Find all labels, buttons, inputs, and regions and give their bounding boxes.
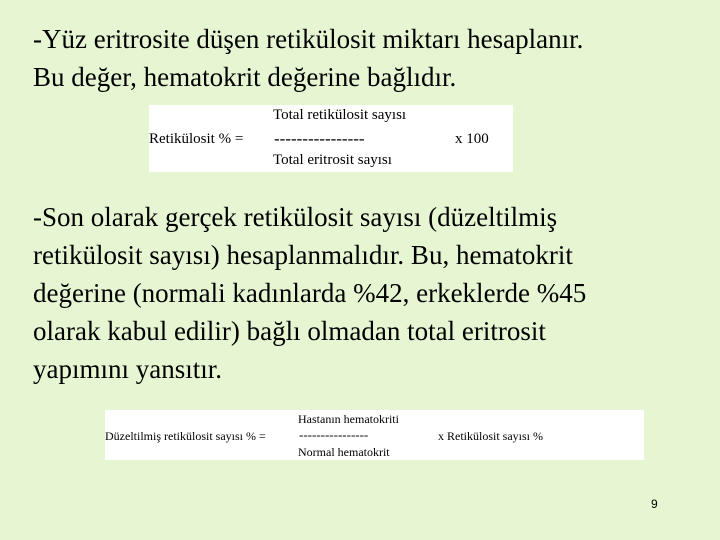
paragraph-corrected-retic — [33, 198, 586, 388]
formula-denominator: Total eritrosit sayısı — [273, 152, 392, 168]
text-line: olarak kabul edilir) bağlı olmadan total eritrosit — [33, 316, 546, 346]
formula-label: Retikülosit % = — [149, 131, 244, 147]
formula-label: Düzeltilmiş retikülosit sayısı % = — [105, 429, 266, 443]
formula-corrected-retic — [105, 410, 644, 460]
formula-retic-percent — [149, 105, 513, 172]
fraction-bar: ---------------- — [274, 129, 365, 148]
text-line: değerine (normali kadınlarda %42, erkeklerde %45 — [33, 278, 587, 308]
text-line: retikülosit sayısı) hesaplanmalıdır. Bu, hematokrit — [33, 240, 573, 270]
formula-multiplier: x 100 — [455, 131, 489, 147]
fraction-bar: ---------------- — [299, 427, 369, 442]
text-line: -Son olarak gerçek retikülosit sayısı (düzeltilmiş — [33, 202, 558, 232]
formula-numerator: Total retikülosit sayısı — [273, 107, 407, 123]
page-number: 9 — [651, 497, 658, 511]
text-line: Bu değer, hematokrit değerine bağlıdır. — [33, 62, 457, 92]
formula-multiplier: x Retikülosit sayısı % — [438, 429, 543, 443]
formula-denominator: Normal hematokrit — [298, 445, 390, 459]
formula-numerator: Hastanın hematokriti — [298, 412, 399, 426]
text-line: -Yüz eritrosite düşen retikülosit miktarı hesaplanır. — [33, 24, 584, 54]
text-line: yapımını yansıtır. — [33, 354, 222, 384]
paragraph-retic-percent — [33, 20, 583, 96]
